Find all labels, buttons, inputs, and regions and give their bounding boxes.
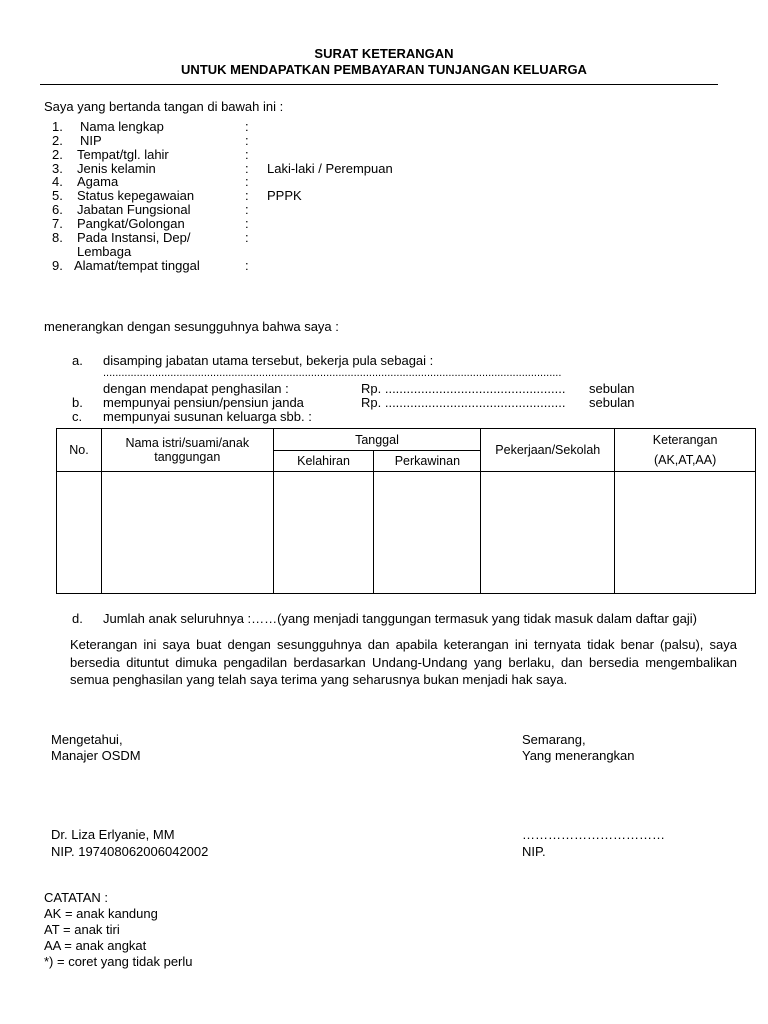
statement-text: menerangkan dengan sesungguhnya bahwa saya : [44,319,339,334]
item-d-text: Jumlah anak seluruhnya :……(yang menjadi tanggungan termasuk yang tidak masuk dalam daftar gaji) [103,611,697,626]
field-colon: : [245,119,249,134]
notes-heading: CATATAN : [44,890,109,905]
field-num: 2. [52,147,63,162]
field-label-jabatan: Jabatan Fungsional [77,202,191,217]
family-table [56,428,756,594]
item-b-letter: b. [72,395,83,410]
field-label-nip: NIP [80,133,102,148]
header-kelahiran: Kelahiran [273,451,374,472]
sig-right-line1: Semarang, [522,732,586,747]
field-colon: : [245,188,249,203]
table-cell[interactable] [57,472,102,594]
intro-text: Saya yang bertanda tangan di bawah ini : [44,99,284,114]
header-divider [40,84,718,85]
field-colon: : [245,230,249,245]
pension-rp: Rp. .................................................. [361,395,566,410]
field-num: 2. [52,133,63,148]
header-tanggal: Tanggal [273,429,481,451]
note-line: AA = anak angkat [44,938,147,953]
item-d-letter: d. [72,611,83,626]
field-label-lembaga: Lembaga [77,244,132,259]
sig-left-line2: Manajer OSDM [51,748,141,763]
field-label-alamat: Alamat/tempat tinggal [74,258,200,273]
sig-right-name: …………………………… [522,827,665,842]
item-c-text: mempunyai susunan keluarga sbb. : [103,409,312,424]
document-subtitle: UNTUK MENDAPATKAN PEMBAYARAN TUNJANGAN KELUARGA [181,62,587,77]
income-rp: Rp. .................................................. [361,381,566,396]
field-colon: : [245,133,249,148]
item-c-letter: c. [72,409,83,424]
field-num: 1. [52,119,63,134]
note-line: AK = anak kandung [44,906,158,921]
item-b-text: mempunyai pensiun/pensiun janda [103,395,304,410]
item-a-text: disamping jabatan utama tersebut, bekerja pula sebagai : [103,353,434,368]
field-num: 8. [52,230,63,245]
income-unit: sebulan [589,381,635,396]
table-cell[interactable] [374,472,481,594]
field-label-agama: Agama [77,174,119,189]
field-value-status: PPPK [267,188,302,203]
field-num: 5. [52,188,63,203]
table-cell[interactable] [273,472,374,594]
note-line: AT = anak tiri [44,922,120,937]
field-label-status: Status kepegawaian [77,188,195,203]
field-colon: : [245,202,249,217]
header-keterangan-line1: Keterangan [652,433,718,447]
field-colon: : [245,161,249,176]
header-nama-line2: tanggungan [154,450,221,464]
header-nama-line1: Nama istri/suami/anak [125,436,250,450]
table-cell[interactable] [615,472,756,594]
header-keterangan [615,429,756,472]
field-label-pangkat: Pangkat/Golongan [77,216,185,231]
pension-unit: sebulan [589,395,635,410]
item-a-dots: ...................................................................................................................................................... [103,367,562,379]
note-line: *) = coret yang tidak perlu [44,954,193,969]
field-label-instansi: Pada Instansi, Dep/ [77,230,191,245]
sig-right-nip: NIP. [522,844,546,859]
header-nama [101,429,273,472]
field-colon: : [245,147,249,162]
field-label-jenis-kelamin: Jenis kelamin [77,161,156,176]
field-colon: : [245,258,249,273]
field-label-nama: Nama lengkap [80,119,164,134]
field-num: 6. [52,202,63,217]
field-num: 4. [52,174,63,189]
header-perkawinan: Perkawinan [374,451,481,472]
sig-right-line2: Yang menerangkan [522,748,635,763]
field-num: 3. [52,161,63,176]
field-label-ttl: Tempat/tgl. lahir [77,147,169,162]
field-num: 9. [52,258,63,273]
header-no: No. [57,429,102,472]
declaration-paragraph: Keterangan ini saya buat dengan sesungguhnya dan apabila keterangan ini ternyata tidak benar (palsu), saya bersedia dituntut dimuka pengadilan berdasarkan Undang-Undang yang berlaku, dan bersedia mengembalikan semua penghasilan yang telah saya terima yang seharusnya bukan menjadi hak saya. [70,637,737,687]
income-label: dengan mendapat penghasilan : [103,381,289,396]
table-cell[interactable] [101,472,273,594]
document-title: SURAT KETERANGAN [314,46,454,61]
sig-left-name: Dr. Liza Erlyanie, MM [51,827,175,842]
field-colon: : [245,216,249,231]
field-colon: : [245,174,249,189]
header-pekerjaan: Pekerjaan/Sekolah [481,429,615,472]
item-a-letter: a. [72,353,83,368]
table-cell[interactable] [481,472,615,594]
header-keterangan-line2: (AK,AT,AA) [653,453,717,467]
sig-left-line1: Mengetahui, [51,732,123,747]
field-num: 7. [52,216,63,231]
sig-left-nip: NIP. 197408062006042002 [51,844,209,859]
table-row [57,472,756,594]
field-value-jenis-kelamin: Laki-laki / Perempuan [267,161,393,176]
